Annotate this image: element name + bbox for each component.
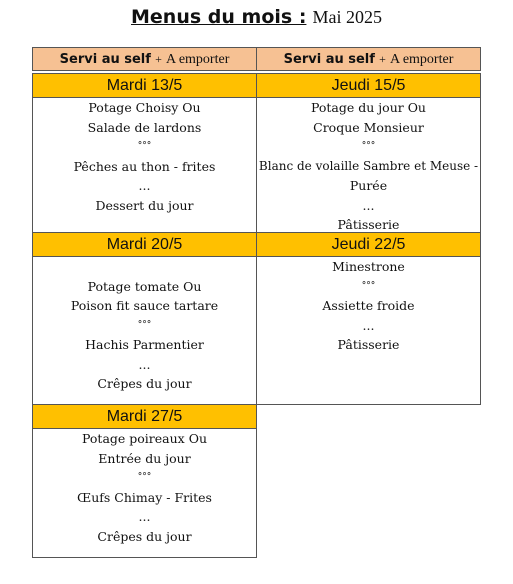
menu-line: Entrée du jour — [98, 450, 191, 466]
header-left — [32, 47, 257, 71]
menu-line: ... — [138, 356, 151, 372]
menu-cell-jeudi-22 — [256, 256, 481, 405]
day-header-mardi-13: Mardi 13/5 — [32, 73, 257, 98]
menu-line: Salade de lardons — [87, 119, 202, 135]
header-right-self: Servi au self — [283, 52, 375, 67]
menu-separator: °°° — [361, 280, 376, 291]
header-left-plus: + — [155, 52, 162, 66]
menu-cell-mardi-20 — [32, 256, 257, 405]
menu-line: Assiette froide — [322, 298, 415, 313]
title-label: Menus du mois : — [131, 6, 307, 28]
menu-line: Pâtisserie — [337, 217, 400, 232]
menu-line: Croque Monsieur — [313, 119, 424, 135]
menu-line: Blanc de volaille Sambre et Meuse - — [258, 158, 479, 173]
day-header-jeudi-15: Jeudi 15/5 — [256, 73, 481, 98]
menu-line: Poison fit sauce tartare — [70, 298, 219, 313]
menu-line: Crêpes du jour — [97, 528, 192, 544]
menu-cell-mardi-27 — [32, 428, 257, 558]
day-header-mardi-27: Mardi 27/5 — [32, 404, 257, 429]
header-right-plus: + — [379, 52, 386, 66]
menu-separator: °°° — [137, 319, 152, 330]
menu-line: Œufs Chimay - Frites — [77, 489, 212, 505]
menu-line: ... — [362, 317, 375, 333]
menu-line: Dessert du jour — [95, 197, 194, 213]
menu-line: Potage du jour Ou — [310, 100, 426, 115]
menu-line: Minestrone — [332, 259, 405, 274]
menu-line: Crêpes du jour — [97, 376, 192, 391]
menu-cell-jeudi-15 — [256, 97, 481, 233]
header-right-emporter: A emporter — [389, 52, 454, 67]
menu-separator: °°° — [137, 141, 152, 151]
menu-line: Pêches au thon - frites — [73, 158, 216, 174]
menu-cell-mardi-13 — [32, 97, 257, 233]
header-left-self: Servi au self — [59, 52, 151, 67]
menu-separator: °°° — [361, 141, 376, 151]
menu-line: ... — [138, 509, 151, 524]
menu-line: Potage tomate Ou — [87, 278, 202, 294]
menu-line: Hachis Parmentier — [85, 337, 204, 352]
menu-line: Potage poireaux Ou — [82, 431, 207, 446]
menu-line: Potage Choisy Ou — [88, 100, 201, 115]
header-right — [256, 47, 481, 71]
menu-line: Purée — [349, 178, 388, 193]
title-month: Mai 2025 — [312, 7, 382, 27]
menu-line: Pâtisserie — [337, 337, 400, 352]
page-title — [0, 6, 513, 28]
day-header-jeudi-22: Jeudi 22/5 — [256, 232, 481, 257]
menu-separator: °°° — [137, 472, 152, 482]
day-header-mardi-20: Mardi 20/5 — [32, 232, 257, 257]
menu-line: ... — [362, 197, 375, 213]
menu-line: ... — [138, 178, 151, 193]
header-left-emporter: A emporter — [165, 52, 230, 67]
menu-line — [33, 257, 256, 277]
